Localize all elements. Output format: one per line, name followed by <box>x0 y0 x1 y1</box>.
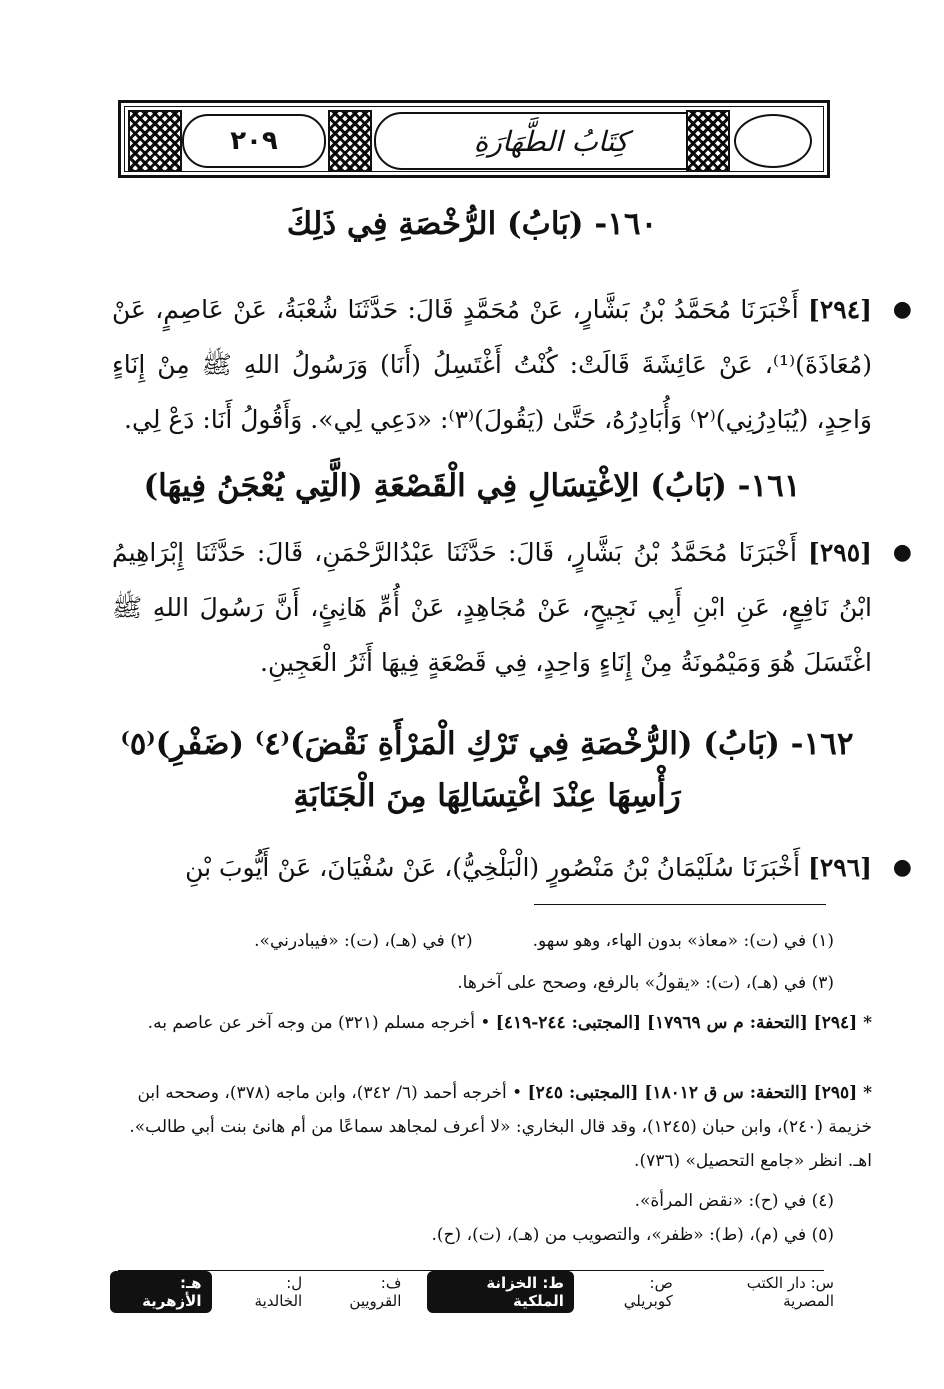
page-number: ٢٠٩ <box>182 114 326 168</box>
takhrij-ref: * [٢٩٤] [التحفة: م س ١٧٩٦٩] [المجتبى: ٢٤٤-٤١٩] <box>495 1013 872 1033</box>
footnote-1: (١) في (ت): «معاذ» بدون الهاء، وهو سهو. <box>532 931 834 951</box>
hadith-text: أَخْبَرَنَا مُحَمَّدُ بْنُ بَشَّارٍ، عَنْ مُحَمَّدٍ قَالَ: حَدَّثَنَا شُعْبَةُ، عَنْ عَاصِمٍ، عَنْ (مُعَاذَةَ)⁽¹⁾، عَنْ عَائِشَةَ قَالَتْ: كُنْتُ أَغْتَسِلُ (أَنَا) وَرَسُولُ اللهِ ﷺ مِنْ إِنَاءٍ وَاحِدٍ، (يُبَادِرُنِي)⁽٢⁾ وَأُبَادِرُهُ، حَتَّىٰ (يَقُولَ)⁽٣⁾: «دَعِي لِي». وَأَقُولُ أَنَا: دَعْ لِي. <box>112 295 872 434</box>
takhrij-text: • أخرجه أحمد (٦/ ٣٤٢)، وابن ماجه (٣٧٨)، وصححه ابن خزيمة (٢٤٠)، وابن حبان (١٢٤٥)، وقد قال البخاري: «لا أعرف لمجاهد سماعًا من أم هانئ بنت أبي طالب». اهـ. انظر «جامع التحصيل» (٧٣٦). <box>129 1083 872 1171</box>
hadith-number: [٢٩٥] <box>808 538 872 567</box>
footnote-divider <box>534 904 826 905</box>
legend-fa: ف: القرويين <box>349 1274 402 1310</box>
hadith-295 <box>112 525 912 690</box>
legend-ha: هـ: الأزهرية <box>110 1271 212 1313</box>
ornament-left <box>128 110 182 172</box>
chapter-heading-161: ١٦١- (بَابُ) الِاغْتِسَالِ فِي الْقَصْعَةِ (الَّتِي يُعْجَنُ فِيهَا) <box>143 468 801 504</box>
takhrij-295 <box>110 1076 872 1178</box>
hadith-number: [٢٩٦] <box>808 853 872 882</box>
takhrij-294 <box>110 1006 872 1040</box>
hadith-number: [٢٩٤] <box>808 295 872 324</box>
ornament-left-inner <box>328 110 372 172</box>
footnote-3: (٣) في (هـ)، (ت): «يقولُ» بالرفع، وصحح على آخرها. <box>457 973 834 993</box>
ornament-right-inner <box>686 110 730 172</box>
hadith-text: أَخْبَرَنَا سُلَيْمَانُ بْنُ مَنْصُورٍ (الْبَلْخِيُّ)، عَنْ سُفْيَانَ، عَنْ أَيُّوبَ بْنِ <box>185 853 801 882</box>
legend-lam: ل: الخالدية <box>254 1274 303 1310</box>
legend-ta: ط: الخزانة الملكية <box>427 1271 574 1313</box>
legend-sad: ص: كوبريلي <box>623 1274 673 1310</box>
bullet-icon: ● <box>892 855 912 880</box>
book-title: كِتَابُ الطَّهَارَةِ <box>374 112 728 170</box>
manuscript-legend <box>110 1276 834 1308</box>
hadith-296 <box>112 840 912 895</box>
footnote-2: (٢) في (هـ)، (ت): «فيبادرني». <box>254 931 473 951</box>
page-header <box>118 100 830 178</box>
chapter-heading-162: ١٦٢- (بَابُ) (الرُّخْصَةِ فِي تَرْكِ الْمَرْأَةِ نَقْضَ)⁽٤⁾ (ضَفْرِ)⁽٥⁾ رَأْسِهَا عِنْدَ اغْتِسَالِهَا مِنَ الْجَنَابَةِ <box>120 726 854 814</box>
takhrij-ref: * [٢٩٥] [التحفة: س ق ١٨٠١٢] [المجتبى: ٢٤٥] <box>527 1083 872 1103</box>
takhrij-text: • أخرجه مسلم (٣٢١) من وجه آخر عن عاصم به. <box>147 1013 491 1033</box>
footnote-4: (٤) في (ح): «نقض المرأة». <box>634 1191 834 1211</box>
chapter-heading-160: ١٦٠- (بَابُ) الرُّخْصَةِ فِي ذَلِكَ <box>286 206 658 242</box>
legend-s: س: دار الكتب المصرية <box>746 1274 834 1310</box>
book-seal-logo <box>734 114 812 168</box>
bullet-icon: ● <box>892 540 912 565</box>
footnote-5: (٥) في (م)، (ط): «ظفر»، والتصويب من (هـ)، (ت)، (ح). <box>431 1225 834 1245</box>
bullet-icon: ● <box>892 297 912 322</box>
footnotes-1-2 <box>110 924 834 958</box>
hadith-294 <box>112 282 912 447</box>
hadith-text: أَخْبَرَنَا مُحَمَّدُ بْنُ بَشَّارٍ، قَالَ: حَدَّثَنَا عَبْدُالرَّحْمَنِ، قَالَ: حَدَّثَنَا إِبْرَاهِيمُ ابْنُ نَافِعٍ، عَنِ ابْنِ أَبِي نَجِيحٍ، عَنْ مُجَاهِدٍ، عَنْ أُمِّ هَانِئٍ، أَنَّ رَسُولَ اللهِ ﷺ اغْتَسَلَ هُوَ وَمَيْمُونَةُ مِنْ إِنَاءٍ وَاحِدٍ، فِي قَصْعَةٍ فِيهَا أَثَرُ الْعَجِينِ. <box>112 538 872 677</box>
